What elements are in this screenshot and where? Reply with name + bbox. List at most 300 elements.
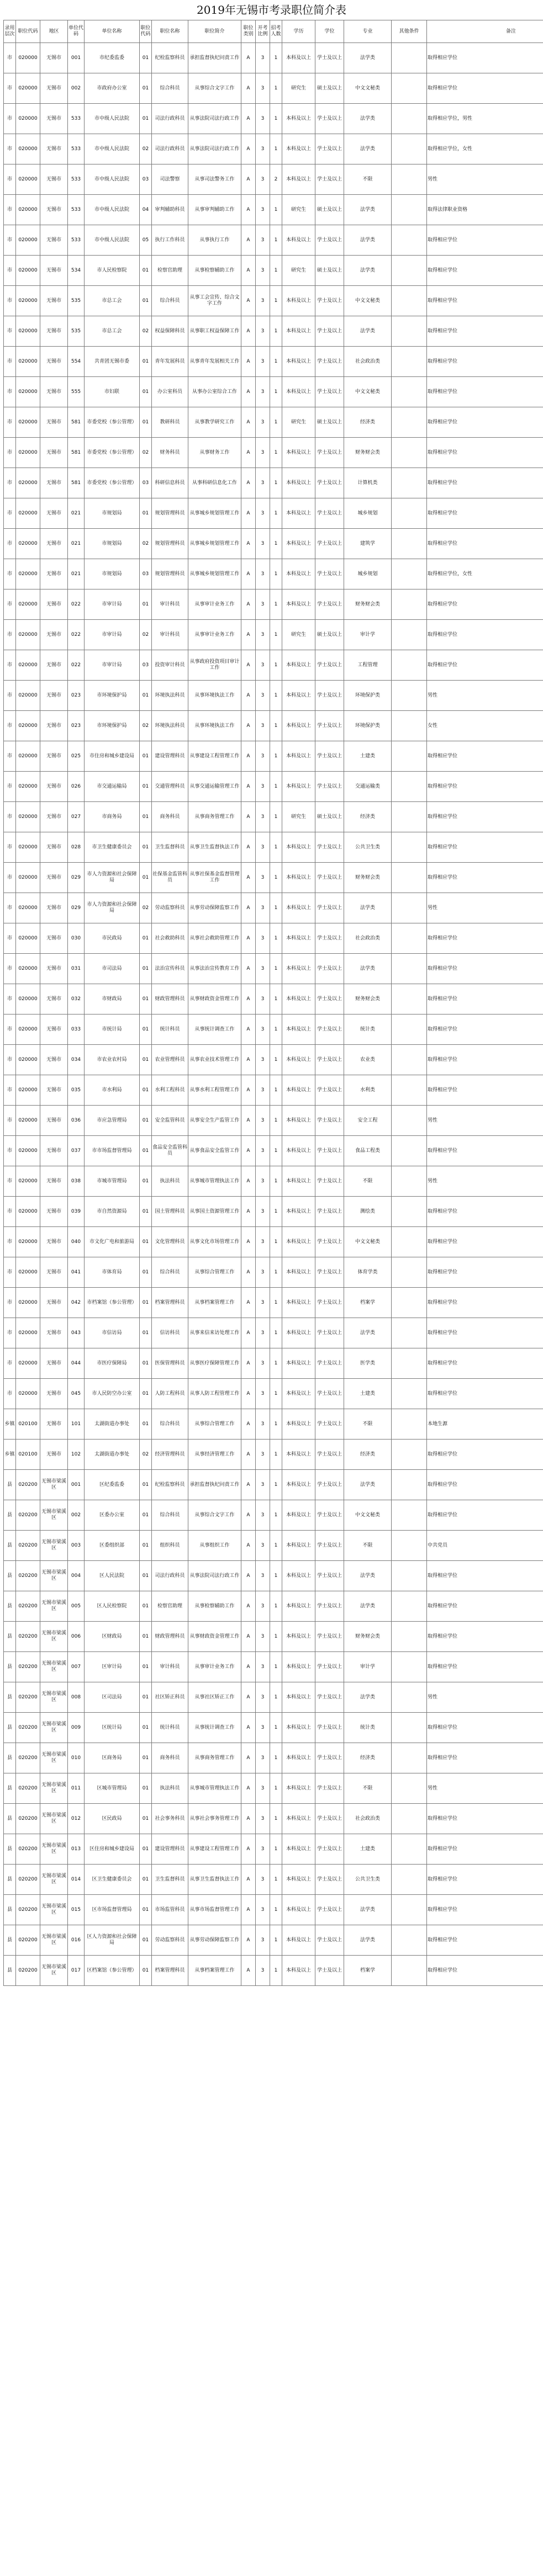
level-cell: 市 bbox=[4, 195, 16, 225]
table-row bbox=[4, 1622, 543, 1652]
unit-name-cell: 市委党校（参公管理） bbox=[85, 468, 140, 498]
major-cell: 社会政治类 bbox=[344, 923, 392, 954]
unit-code-cell: 581 bbox=[68, 438, 85, 468]
unit-name-cell: 市自然资源局 bbox=[85, 1197, 140, 1227]
unit-name-cell: 区人民检察院 bbox=[85, 1591, 140, 1622]
level-cell: 市 bbox=[4, 286, 16, 316]
region-cell: 无锡市 bbox=[40, 1075, 68, 1106]
position-code-cell: 01 bbox=[140, 1652, 152, 1682]
major-cell: 土建类 bbox=[344, 1379, 392, 1409]
unit-name-cell: 区商务局 bbox=[85, 1743, 140, 1773]
quota-cell: 1 bbox=[270, 1166, 282, 1197]
position-name-cell: 审计科员 bbox=[152, 1652, 188, 1682]
level-cell: 县 bbox=[4, 1470, 16, 1500]
ratio-cell: 3 bbox=[256, 772, 270, 802]
unit-code-cell: 042 bbox=[68, 1288, 85, 1318]
major-cell: 公共卫生类 bbox=[344, 1865, 392, 1895]
ratio-cell: 3 bbox=[256, 711, 270, 741]
education-cell: 本科及以上 bbox=[282, 954, 315, 984]
position-desc-cell: 从事财政资金管理工作 bbox=[188, 1622, 241, 1652]
education-cell: 本科及以上 bbox=[282, 832, 315, 863]
region-code-cell: 020200 bbox=[16, 1470, 40, 1500]
region-cell: 无锡市 bbox=[40, 407, 68, 438]
region-code-cell: 020000 bbox=[16, 1015, 40, 1045]
category-cell: A bbox=[241, 1895, 256, 1925]
region-cell: 无锡市 bbox=[40, 195, 68, 225]
unit-name-cell: 区财政局 bbox=[85, 1622, 140, 1652]
position-code-cell: 01 bbox=[140, 832, 152, 863]
level-cell: 市 bbox=[4, 468, 16, 498]
position-name-cell: 医保管理科员 bbox=[152, 1348, 188, 1379]
other-cell bbox=[392, 195, 427, 225]
position-desc-cell: 从事检察辅助工作 bbox=[188, 1591, 241, 1622]
degree-cell: 学士及以上 bbox=[315, 893, 344, 923]
unit-name-cell: 市应急管理局 bbox=[85, 1106, 140, 1136]
remarks-cell: 取得相应学位 bbox=[427, 377, 543, 407]
education-cell: 本科及以上 bbox=[282, 1409, 315, 1440]
remarks-cell: 取得法律职业资格 bbox=[427, 195, 543, 225]
remarks-cell: 取得相应学位 bbox=[427, 620, 543, 650]
other-cell bbox=[392, 1895, 427, 1925]
table-row bbox=[4, 1895, 543, 1925]
unit-name-cell: 市档案馆（参公管理） bbox=[85, 1288, 140, 1318]
position-desc-cell: 从事城乡规划管理工作 bbox=[188, 498, 241, 529]
category-cell: A bbox=[241, 832, 256, 863]
position-code-cell: 01 bbox=[140, 1956, 152, 1986]
unit-code-cell: 023 bbox=[68, 681, 85, 711]
other-cell bbox=[392, 1804, 427, 1834]
education-cell: 研究生 bbox=[282, 802, 315, 832]
education-cell: 研究生 bbox=[282, 407, 315, 438]
position-name-cell: 综合科员 bbox=[152, 1409, 188, 1440]
major-cell: 建筑学 bbox=[344, 529, 392, 559]
ratio-cell: 3 bbox=[256, 1500, 270, 1531]
region-code-cell: 020000 bbox=[16, 802, 40, 832]
category-cell: A bbox=[241, 1288, 256, 1318]
degree-cell: 学士及以上 bbox=[315, 863, 344, 893]
document-title: 2019年无锡市考录职位简介表 bbox=[197, 3, 346, 17]
unit-name-cell: 市政府办公室 bbox=[85, 73, 140, 104]
table-row bbox=[4, 1348, 543, 1379]
unit-code-cell: 022 bbox=[68, 589, 85, 620]
education-cell: 本科及以上 bbox=[282, 1591, 315, 1622]
region-code-cell: 020000 bbox=[16, 893, 40, 923]
position-desc-cell: 从事社会救助管理工作 bbox=[188, 923, 241, 954]
remarks-cell: 取得相应学位 bbox=[427, 286, 543, 316]
position-code-cell: 04 bbox=[140, 195, 152, 225]
remarks-cell: 取得相应学位 bbox=[427, 1470, 543, 1500]
position-code-cell: 01 bbox=[140, 1257, 152, 1288]
level-cell: 县 bbox=[4, 1622, 16, 1652]
region-code-cell: 020000 bbox=[16, 347, 40, 377]
category-cell: A bbox=[241, 1318, 256, 1348]
unit-code-cell: 036 bbox=[68, 1106, 85, 1136]
degree-cell: 学士及以上 bbox=[315, 1379, 344, 1409]
position-code-cell: 01 bbox=[140, 1409, 152, 1440]
unit-name-cell: 市中级人民法院 bbox=[85, 195, 140, 225]
remarks-cell: 取得相应学位，女性 bbox=[427, 559, 543, 589]
table-row bbox=[4, 225, 543, 256]
quota-cell: 1 bbox=[270, 1652, 282, 1682]
position-code-cell: 01 bbox=[140, 1500, 152, 1531]
table-row bbox=[4, 286, 543, 316]
position-name-cell: 教研科员 bbox=[152, 407, 188, 438]
unit-code-cell: 005 bbox=[68, 1591, 85, 1622]
category-cell: A bbox=[241, 711, 256, 741]
position-code-cell: 01 bbox=[140, 1075, 152, 1106]
region-code-cell: 020000 bbox=[16, 225, 40, 256]
other-cell bbox=[392, 225, 427, 256]
ratio-cell: 3 bbox=[256, 923, 270, 954]
column-header: 职位名称 bbox=[152, 20, 188, 43]
major-cell: 不限 bbox=[344, 1166, 392, 1197]
education-cell: 本科及以上 bbox=[282, 286, 315, 316]
other-cell bbox=[392, 316, 427, 347]
position-code-cell: 01 bbox=[140, 1895, 152, 1925]
position-code-cell: 01 bbox=[140, 741, 152, 772]
remarks-cell: 男性 bbox=[427, 681, 543, 711]
quota-cell: 1 bbox=[270, 1865, 282, 1895]
education-cell: 本科及以上 bbox=[282, 741, 315, 772]
region-cell: 无锡市 bbox=[40, 225, 68, 256]
major-cell: 农业类 bbox=[344, 1045, 392, 1075]
quota-cell: 1 bbox=[270, 468, 282, 498]
table-row bbox=[4, 923, 543, 954]
degree-cell: 学士及以上 bbox=[315, 1470, 344, 1500]
major-cell: 法学类 bbox=[344, 1318, 392, 1348]
position-name-cell: 执法科员 bbox=[152, 1166, 188, 1197]
other-cell bbox=[392, 559, 427, 589]
unit-name-cell: 区档案馆（参公管理） bbox=[85, 1956, 140, 1986]
column-header: 学位 bbox=[315, 20, 344, 43]
other-cell bbox=[392, 893, 427, 923]
other-cell bbox=[392, 1865, 427, 1895]
category-cell: A bbox=[241, 984, 256, 1015]
quota-cell: 1 bbox=[270, 711, 282, 741]
position-desc-cell: 从事商务管理工作 bbox=[188, 1743, 241, 1773]
table-row bbox=[4, 377, 543, 407]
major-cell: 财务财会类 bbox=[344, 438, 392, 468]
remarks-cell: 取得相应学位 bbox=[427, 1197, 543, 1227]
level-cell: 市 bbox=[4, 256, 16, 286]
remarks-cell: 取得相应学位 bbox=[427, 1227, 543, 1257]
region-cell: 无锡市 bbox=[40, 984, 68, 1015]
category-cell: A bbox=[241, 559, 256, 589]
category-cell: A bbox=[241, 468, 256, 498]
position-name-cell: 档案管理科员 bbox=[152, 1956, 188, 1986]
other-cell bbox=[392, 1348, 427, 1379]
position-desc-cell: 从事商务管理工作 bbox=[188, 802, 241, 832]
region-cell: 无锡市梁溪区 bbox=[40, 1713, 68, 1743]
region-code-cell: 020200 bbox=[16, 1531, 40, 1561]
table-row bbox=[4, 1834, 543, 1865]
position-name-cell: 交通管理科员 bbox=[152, 772, 188, 802]
quota-cell: 1 bbox=[270, 1379, 282, 1409]
unit-name-cell: 市人民检察院 bbox=[85, 256, 140, 286]
region-code-cell: 020000 bbox=[16, 984, 40, 1015]
other-cell bbox=[392, 1409, 427, 1440]
quota-cell: 1 bbox=[270, 438, 282, 468]
major-cell: 不限 bbox=[344, 1531, 392, 1561]
level-cell: 市 bbox=[4, 1348, 16, 1379]
position-desc-cell: 从事统计调查工作 bbox=[188, 1015, 241, 1045]
position-desc-cell: 从事人防工程管理工作 bbox=[188, 1379, 241, 1409]
education-cell: 本科及以上 bbox=[282, 1865, 315, 1895]
other-cell bbox=[392, 1531, 427, 1561]
level-cell: 县 bbox=[4, 1743, 16, 1773]
table-row bbox=[4, 164, 543, 195]
level-cell: 市 bbox=[4, 559, 16, 589]
unit-name-cell: 市审计局 bbox=[85, 650, 140, 681]
table-row bbox=[4, 589, 543, 620]
level-cell: 市 bbox=[4, 43, 16, 73]
position-desc-cell: 从事司法警务工作 bbox=[188, 164, 241, 195]
level-cell: 市 bbox=[4, 407, 16, 438]
region-code-cell: 020200 bbox=[16, 1834, 40, 1865]
category-cell: A bbox=[241, 863, 256, 893]
level-cell: 市 bbox=[4, 984, 16, 1015]
level-cell: 市 bbox=[4, 589, 16, 620]
other-cell bbox=[392, 1166, 427, 1197]
level-cell: 市 bbox=[4, 1015, 16, 1045]
level-cell: 县 bbox=[4, 1591, 16, 1622]
table-row bbox=[4, 1440, 543, 1470]
education-cell: 研究生 bbox=[282, 620, 315, 650]
other-cell bbox=[392, 1288, 427, 1318]
education-cell: 本科及以上 bbox=[282, 1136, 315, 1166]
ratio-cell: 3 bbox=[256, 863, 270, 893]
position-code-cell: 01 bbox=[140, 407, 152, 438]
level-cell: 市 bbox=[4, 1197, 16, 1227]
position-name-cell: 建设管理科员 bbox=[152, 1834, 188, 1865]
region-code-cell: 020000 bbox=[16, 620, 40, 650]
unit-name-cell: 市环境保护局 bbox=[85, 681, 140, 711]
column-header: 录用层次 bbox=[4, 20, 16, 43]
position-desc-cell: 从事医疗保障管理工作 bbox=[188, 1348, 241, 1379]
region-code-cell: 020000 bbox=[16, 43, 40, 73]
education-cell: 本科及以上 bbox=[282, 164, 315, 195]
degree-cell: 学士及以上 bbox=[315, 1348, 344, 1379]
education-cell: 本科及以上 bbox=[282, 984, 315, 1015]
table-row bbox=[4, 104, 543, 134]
other-cell bbox=[392, 1622, 427, 1652]
position-desc-cell: 从事法院司法行政工作 bbox=[188, 1561, 241, 1591]
region-code-cell: 020000 bbox=[16, 104, 40, 134]
position-name-cell: 社保基金监管科员 bbox=[152, 863, 188, 893]
degree-cell: 学士及以上 bbox=[315, 1106, 344, 1136]
unit-name-cell: 市住房和城乡建设局 bbox=[85, 741, 140, 772]
quota-cell: 1 bbox=[270, 347, 282, 377]
major-cell: 法学类 bbox=[344, 43, 392, 73]
unit-code-cell: 034 bbox=[68, 1045, 85, 1075]
table-row bbox=[4, 1773, 543, 1804]
major-cell: 财务财会类 bbox=[344, 984, 392, 1015]
remarks-cell: 取得相应学位 bbox=[427, 1925, 543, 1956]
education-cell: 本科及以上 bbox=[282, 104, 315, 134]
unit-code-cell: 004 bbox=[68, 1561, 85, 1591]
level-cell: 市 bbox=[4, 802, 16, 832]
unit-name-cell: 市统计局 bbox=[85, 1015, 140, 1045]
unit-code-cell: 002 bbox=[68, 1500, 85, 1531]
region-cell: 无锡市 bbox=[40, 1409, 68, 1440]
table-row bbox=[4, 195, 543, 225]
region-code-cell: 020000 bbox=[16, 1318, 40, 1348]
job-table bbox=[3, 20, 543, 1986]
position-desc-cell: 从事执行工作 bbox=[188, 225, 241, 256]
other-cell bbox=[392, 438, 427, 468]
level-cell: 市 bbox=[4, 1106, 16, 1136]
unit-name-cell: 市中级人民法院 bbox=[85, 225, 140, 256]
remarks-cell: 取得相应学位 bbox=[427, 954, 543, 984]
ratio-cell: 3 bbox=[256, 1561, 270, 1591]
category-cell: A bbox=[241, 1136, 256, 1166]
category-cell: A bbox=[241, 1379, 256, 1409]
major-cell: 经济类 bbox=[344, 407, 392, 438]
unit-code-cell: 023 bbox=[68, 711, 85, 741]
other-cell bbox=[392, 1136, 427, 1166]
position-name-cell: 商务科员 bbox=[152, 802, 188, 832]
education-cell: 本科及以上 bbox=[282, 1652, 315, 1682]
quota-cell: 1 bbox=[270, 1075, 282, 1106]
region-cell: 无锡市 bbox=[40, 104, 68, 134]
unit-code-cell: 028 bbox=[68, 832, 85, 863]
major-cell: 法学类 bbox=[344, 316, 392, 347]
position-code-cell: 01 bbox=[140, 1682, 152, 1713]
level-cell: 市 bbox=[4, 104, 16, 134]
region-cell: 无锡市 bbox=[40, 1288, 68, 1318]
education-cell: 本科及以上 bbox=[282, 559, 315, 589]
region-code-cell: 020000 bbox=[16, 650, 40, 681]
remarks-cell: 取得相应学位 bbox=[427, 1956, 543, 1986]
category-cell: A bbox=[241, 225, 256, 256]
education-cell: 本科及以上 bbox=[282, 498, 315, 529]
unit-name-cell: 市总工会 bbox=[85, 286, 140, 316]
position-code-cell: 01 bbox=[140, 286, 152, 316]
position-name-cell: 卫生监督科员 bbox=[152, 832, 188, 863]
other-cell bbox=[392, 1318, 427, 1348]
education-cell: 本科及以上 bbox=[282, 1348, 315, 1379]
position-code-cell: 01 bbox=[140, 1713, 152, 1743]
unit-code-cell: 015 bbox=[68, 1895, 85, 1925]
region-cell: 无锡市 bbox=[40, 43, 68, 73]
table-row bbox=[4, 559, 543, 589]
region-code-cell: 020000 bbox=[16, 1379, 40, 1409]
position-code-cell: 01 bbox=[140, 1622, 152, 1652]
remarks-cell: 取得相应学位 bbox=[427, 407, 543, 438]
table-row bbox=[4, 1288, 543, 1318]
region-code-cell: 020100 bbox=[16, 1409, 40, 1440]
education-cell: 本科及以上 bbox=[282, 1713, 315, 1743]
region-code-cell: 020000 bbox=[16, 1136, 40, 1166]
table-row bbox=[4, 1257, 543, 1288]
quota-cell: 1 bbox=[270, 316, 282, 347]
unit-code-cell: 022 bbox=[68, 620, 85, 650]
region-cell: 无锡市 bbox=[40, 164, 68, 195]
unit-code-cell: 021 bbox=[68, 529, 85, 559]
unit-code-cell: 101 bbox=[68, 1409, 85, 1440]
other-cell bbox=[392, 1773, 427, 1804]
table-row bbox=[4, 1652, 543, 1682]
position-code-cell: 01 bbox=[140, 377, 152, 407]
ratio-cell: 3 bbox=[256, 73, 270, 104]
remarks-cell: 取得相应学位 bbox=[427, 1743, 543, 1773]
unit-code-cell: 009 bbox=[68, 1713, 85, 1743]
category-cell: A bbox=[241, 1227, 256, 1257]
quota-cell: 1 bbox=[270, 1773, 282, 1804]
ratio-cell: 3 bbox=[256, 1652, 270, 1682]
ratio-cell: 3 bbox=[256, 954, 270, 984]
remarks-cell: 取得相应学位 bbox=[427, 832, 543, 863]
unit-name-cell: 市商务局 bbox=[85, 802, 140, 832]
position-name-cell: 商务科员 bbox=[152, 1743, 188, 1773]
position-name-cell: 财务科员 bbox=[152, 438, 188, 468]
degree-cell: 学士及以上 bbox=[315, 1531, 344, 1561]
ratio-cell: 3 bbox=[256, 1743, 270, 1773]
table-row bbox=[4, 984, 543, 1015]
level-cell: 市 bbox=[4, 438, 16, 468]
region-cell: 无锡市 bbox=[40, 468, 68, 498]
category-cell: A bbox=[241, 1500, 256, 1531]
level-cell: 市 bbox=[4, 377, 16, 407]
category-cell: A bbox=[241, 286, 256, 316]
quota-cell: 1 bbox=[270, 1257, 282, 1288]
table-row bbox=[4, 772, 543, 802]
unit-code-cell: 001 bbox=[68, 43, 85, 73]
major-cell: 不限 bbox=[344, 1773, 392, 1804]
remarks-cell: 本地生源 bbox=[427, 1409, 543, 1440]
degree-cell: 学士及以上 bbox=[315, 1409, 344, 1440]
major-cell: 法学类 bbox=[344, 954, 392, 984]
major-cell: 社会政治类 bbox=[344, 347, 392, 377]
quota-cell: 1 bbox=[270, 650, 282, 681]
major-cell: 城乡规划 bbox=[344, 559, 392, 589]
position-name-cell: 司法行政科员 bbox=[152, 1561, 188, 1591]
category-cell: A bbox=[241, 772, 256, 802]
other-cell bbox=[392, 256, 427, 286]
position-desc-cell: 从事食品安全监管工作 bbox=[188, 1136, 241, 1166]
category-cell: A bbox=[241, 1197, 256, 1227]
unit-name-cell: 共青团无锡市委 bbox=[85, 347, 140, 377]
category-cell: A bbox=[241, 407, 256, 438]
region-cell: 无锡市梁溪区 bbox=[40, 1834, 68, 1865]
region-code-cell: 020000 bbox=[16, 923, 40, 954]
category-cell: A bbox=[241, 589, 256, 620]
position-name-cell: 纪检监察科员 bbox=[152, 1470, 188, 1500]
position-desc-cell: 从事卫生监督执法工作 bbox=[188, 1865, 241, 1895]
major-cell: 审计学 bbox=[344, 620, 392, 650]
region-code-cell: 020000 bbox=[16, 1197, 40, 1227]
ratio-cell: 3 bbox=[256, 589, 270, 620]
region-code-cell: 020200 bbox=[16, 1804, 40, 1834]
unit-code-cell: 001 bbox=[68, 1470, 85, 1500]
degree-cell: 学士及以上 bbox=[315, 286, 344, 316]
region-code-cell: 020100 bbox=[16, 1440, 40, 1470]
major-cell: 法学类 bbox=[344, 1925, 392, 1956]
quota-cell: 1 bbox=[270, 1470, 282, 1500]
region-code-cell: 020200 bbox=[16, 1743, 40, 1773]
quota-cell: 1 bbox=[270, 1045, 282, 1075]
major-cell: 公共卫生类 bbox=[344, 832, 392, 863]
position-code-cell: 02 bbox=[140, 316, 152, 347]
level-cell: 市 bbox=[4, 863, 16, 893]
region-cell: 无锡市梁溪区 bbox=[40, 1652, 68, 1682]
education-cell: 研究生 bbox=[282, 256, 315, 286]
quota-cell: 1 bbox=[270, 802, 282, 832]
unit-name-cell: 区人力资源和社会保障局 bbox=[85, 1925, 140, 1956]
degree-cell: 学士及以上 bbox=[315, 377, 344, 407]
remarks-cell: 取得相应学位 bbox=[427, 1622, 543, 1652]
unit-code-cell: 533 bbox=[68, 134, 85, 164]
